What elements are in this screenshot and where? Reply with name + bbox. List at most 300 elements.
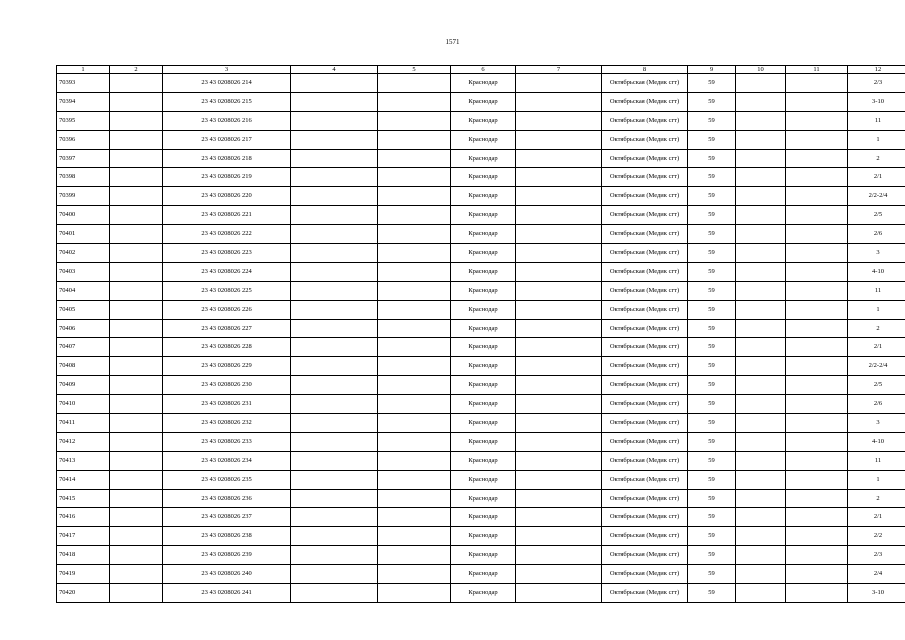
cell-empty [291,281,378,300]
cell-empty [786,225,848,244]
cell-apartment: 2/6 [848,225,905,244]
cell-empty [110,470,163,489]
cell-empty [110,395,163,414]
cell-empty [378,338,451,357]
cell-cadastral-code: 23 43 0208026 235 [163,470,291,489]
cell-apartment: 2/5 [848,376,905,395]
cell-street: Октябрьская (Медик сгт) [602,451,688,470]
cell-street: Октябрьская (Медик сгт) [602,395,688,414]
cell-apartment: 2/6 [848,395,905,414]
cell-house-number: 59 [688,338,736,357]
column-header-7: 7 [516,66,602,74]
cell-cadastral-code: 23 43 0208026 220 [163,187,291,206]
cell-id: 70399 [57,187,110,206]
cell-cadastral-code: 23 43 0208026 241 [163,584,291,603]
cell-id: 70407 [57,338,110,357]
cell-house-number: 59 [688,584,736,603]
cell-empty [110,508,163,527]
cell-house-number: 59 [688,565,736,584]
cell-city: Краснодар [451,508,516,527]
cell-id: 70418 [57,546,110,565]
cell-empty [110,376,163,395]
cell-street: Октябрьская (Медик сгт) [602,489,688,508]
cell-empty [736,414,786,433]
cell-city: Краснодар [451,395,516,414]
cell-empty [786,168,848,187]
column-header-2: 2 [110,66,163,74]
cell-id: 70393 [57,74,110,93]
cell-empty [378,489,451,508]
column-header-6: 6 [451,66,516,74]
cell-empty [110,206,163,225]
cell-empty [378,187,451,206]
cell-empty [736,92,786,111]
cell-street: Октябрьская (Медик сгт) [602,565,688,584]
cell-empty [786,451,848,470]
cell-cadastral-code: 23 43 0208026 226 [163,300,291,319]
cell-house-number: 59 [688,244,736,263]
cell-apartment: 2/5 [848,206,905,225]
cell-street: Октябрьская (Медик сгт) [602,432,688,451]
cell-empty [786,376,848,395]
cell-apartment: 3 [848,414,905,433]
cell-empty [110,225,163,244]
cell-cadastral-code: 23 43 0208026 234 [163,451,291,470]
cell-city: Краснодар [451,357,516,376]
cell-empty [786,338,848,357]
table-row [57,149,905,168]
cell-empty [516,300,602,319]
cell-empty [110,168,163,187]
cell-apartment: 2 [848,149,905,168]
cell-id: 70408 [57,357,110,376]
cell-house-number: 59 [688,281,736,300]
column-header-8: 8 [602,66,688,74]
cell-id: 70412 [57,432,110,451]
cell-empty [110,584,163,603]
cell-empty [516,357,602,376]
table-row [57,414,905,433]
cell-empty [291,527,378,546]
cell-id: 70406 [57,319,110,338]
cell-house-number: 59 [688,432,736,451]
cell-empty [291,432,378,451]
cell-empty [786,527,848,546]
cell-city: Краснодар [451,111,516,130]
cell-empty [110,130,163,149]
cell-empty [786,300,848,319]
cell-city: Краснодар [451,130,516,149]
cell-cadastral-code: 23 43 0208026 228 [163,338,291,357]
cell-empty [378,149,451,168]
cell-id: 70410 [57,395,110,414]
cell-id: 70413 [57,451,110,470]
cell-street: Октябрьская (Медик сгт) [602,225,688,244]
cell-apartment: 2/3 [848,74,905,93]
cell-cadastral-code: 23 43 0208026 215 [163,92,291,111]
cell-house-number: 59 [688,130,736,149]
cell-empty [736,470,786,489]
cell-empty [378,508,451,527]
cell-street: Октябрьская (Медик сгт) [602,470,688,489]
cell-house-number: 59 [688,262,736,281]
table-row [57,187,905,206]
cell-empty [786,130,848,149]
cell-city: Краснодар [451,338,516,357]
cell-empty [110,262,163,281]
cell-house-number: 59 [688,92,736,111]
table-row [57,376,905,395]
cell-house-number: 59 [688,74,736,93]
cell-empty [378,414,451,433]
cell-empty [736,489,786,508]
cell-street: Октябрьская (Медик сгт) [602,130,688,149]
cell-empty [291,376,378,395]
cell-city: Краснодар [451,376,516,395]
cell-cadastral-code: 23 43 0208026 221 [163,206,291,225]
cell-empty [786,244,848,263]
cell-empty [291,565,378,584]
cell-street: Октябрьская (Медик сгт) [602,338,688,357]
cell-street: Октябрьская (Медик сгт) [602,168,688,187]
cell-apartment: 2 [848,489,905,508]
cell-apartment: 3-10 [848,584,905,603]
cell-city: Краснодар [451,432,516,451]
cell-street: Октябрьская (Медик сгт) [602,187,688,206]
cell-city: Краснодар [451,187,516,206]
cell-street: Октябрьская (Медик сгт) [602,111,688,130]
cell-id: 70395 [57,111,110,130]
cell-empty [291,74,378,93]
cell-city: Краснодар [451,92,516,111]
cell-id: 70411 [57,414,110,433]
cell-city: Краснодар [451,414,516,433]
cell-empty [291,357,378,376]
cell-city: Краснодар [451,489,516,508]
cell-empty [110,414,163,433]
cell-empty [291,130,378,149]
cell-empty [110,111,163,130]
cell-empty [378,206,451,225]
cell-empty [786,489,848,508]
cell-empty [378,130,451,149]
cell-empty [378,319,451,338]
cell-city: Краснодар [451,262,516,281]
cell-id: 70398 [57,168,110,187]
cell-apartment: 3-10 [848,92,905,111]
cell-cadastral-code: 23 43 0208026 240 [163,565,291,584]
cell-cadastral-code: 23 43 0208026 225 [163,281,291,300]
table-row [57,206,905,225]
cell-cadastral-code: 23 43 0208026 230 [163,376,291,395]
cell-id: 70416 [57,508,110,527]
cell-id: 70414 [57,470,110,489]
cell-city: Краснодар [451,300,516,319]
cell-cadastral-code: 23 43 0208026 216 [163,111,291,130]
cell-apartment: 2 [848,319,905,338]
cell-city: Краснодар [451,584,516,603]
cell-empty [736,527,786,546]
column-header-9: 9 [688,66,736,74]
cell-empty [110,489,163,508]
cell-empty [786,262,848,281]
cell-empty [516,111,602,130]
cell-city: Краснодар [451,225,516,244]
cell-empty [516,225,602,244]
cell-empty [516,395,602,414]
cell-empty [516,168,602,187]
cell-empty [378,395,451,414]
cell-house-number: 59 [688,225,736,244]
cell-cadastral-code: 23 43 0208026 218 [163,149,291,168]
cell-empty [291,111,378,130]
cell-empty [786,508,848,527]
cell-empty [786,470,848,489]
cell-city: Краснодар [451,74,516,93]
cell-empty [378,584,451,603]
cell-street: Октябрьская (Медик сгт) [602,376,688,395]
cell-empty [786,565,848,584]
table-row [57,168,905,187]
cell-empty [291,338,378,357]
cell-house-number: 59 [688,376,736,395]
cell-cadastral-code: 23 43 0208026 232 [163,414,291,433]
column-header-11: 11 [786,66,848,74]
cell-empty [110,74,163,93]
cell-empty [291,546,378,565]
cell-id: 70402 [57,244,110,263]
cell-apartment: 2/1 [848,508,905,527]
cell-cadastral-code: 23 43 0208026 224 [163,262,291,281]
cell-empty [291,584,378,603]
cell-street: Октябрьская (Медик сгт) [602,508,688,527]
table-row [57,527,905,546]
cell-cadastral-code: 23 43 0208026 222 [163,225,291,244]
table-body [57,74,905,603]
cell-empty [110,546,163,565]
cell-empty [110,300,163,319]
table-row [57,357,905,376]
cell-empty [378,281,451,300]
cell-id: 70394 [57,92,110,111]
cell-apartment: 2/2-2/4 [848,187,905,206]
cell-empty [516,546,602,565]
cell-house-number: 59 [688,395,736,414]
cell-street: Октябрьская (Медик сгт) [602,300,688,319]
cell-empty [378,565,451,584]
cell-street: Октябрьская (Медик сгт) [602,149,688,168]
cell-empty [736,149,786,168]
column-header-4: 4 [291,66,378,74]
table-row [57,130,905,149]
table-row [57,338,905,357]
cell-empty [786,414,848,433]
cell-empty [736,225,786,244]
cell-empty [786,357,848,376]
cell-empty [786,149,848,168]
cell-empty [291,262,378,281]
cell-empty [378,300,451,319]
cell-empty [110,244,163,263]
cell-house-number: 59 [688,357,736,376]
column-header-5: 5 [378,66,451,74]
cell-empty [378,244,451,263]
cell-house-number: 59 [688,111,736,130]
cell-empty [736,546,786,565]
cell-empty [516,508,602,527]
cell-empty [786,395,848,414]
cell-city: Краснодар [451,546,516,565]
cell-city: Краснодар [451,149,516,168]
cell-empty [786,92,848,111]
cell-empty [378,225,451,244]
table-row [57,470,905,489]
cell-cadastral-code: 23 43 0208026 223 [163,244,291,263]
cell-cadastral-code: 23 43 0208026 233 [163,432,291,451]
cell-street: Октябрьская (Медик сгт) [602,92,688,111]
cell-empty [291,470,378,489]
cell-house-number: 59 [688,546,736,565]
cell-apartment: 2/2 [848,527,905,546]
cell-empty [291,244,378,263]
table-row [57,111,905,130]
cell-apartment: 4-10 [848,262,905,281]
table-header [57,66,905,74]
cell-house-number: 59 [688,187,736,206]
cell-empty [291,414,378,433]
header-row [57,66,905,74]
table-row [57,300,905,319]
cell-apartment: 1 [848,300,905,319]
cell-street: Октябрьская (Медик сгт) [602,584,688,603]
table-row [57,74,905,93]
cell-empty [736,281,786,300]
cell-apartment: 1 [848,130,905,149]
table-row [57,92,905,111]
cell-apartment: 2/2-2/4 [848,357,905,376]
cell-apartment: 2/4 [848,565,905,584]
table-row [57,489,905,508]
cell-id: 70397 [57,149,110,168]
cell-cadastral-code: 23 43 0208026 227 [163,319,291,338]
cell-empty [516,187,602,206]
cell-street: Октябрьская (Медик сгт) [602,74,688,93]
cell-empty [378,451,451,470]
cell-empty [291,168,378,187]
cell-city: Краснодар [451,319,516,338]
cell-empty [291,225,378,244]
table-row [57,281,905,300]
cell-empty [110,281,163,300]
cell-apartment: 11 [848,111,905,130]
cell-empty [786,319,848,338]
cell-empty [378,111,451,130]
cell-empty [110,451,163,470]
cell-empty [378,432,451,451]
cell-house-number: 59 [688,451,736,470]
cell-empty [516,584,602,603]
cell-empty [291,319,378,338]
table-row [57,225,905,244]
cell-empty [786,111,848,130]
cell-empty [291,395,378,414]
cell-cadastral-code: 23 43 0208026 239 [163,546,291,565]
cell-street: Октябрьская (Медик сгт) [602,281,688,300]
cell-empty [516,319,602,338]
table-row [57,508,905,527]
cell-street: Октябрьская (Медик сгт) [602,244,688,263]
cell-empty [786,432,848,451]
cell-cadastral-code: 23 43 0208026 219 [163,168,291,187]
cell-house-number: 59 [688,489,736,508]
cell-empty [736,357,786,376]
cell-empty [736,262,786,281]
cell-house-number: 59 [688,300,736,319]
cell-empty [736,565,786,584]
cell-empty [736,74,786,93]
cell-house-number: 59 [688,508,736,527]
column-header-12: 12 [848,66,905,74]
cell-empty [736,432,786,451]
cell-empty [110,149,163,168]
cell-empty [291,206,378,225]
cell-apartment: 2/3 [848,546,905,565]
column-header-3: 3 [163,66,291,74]
registry-table [56,65,905,603]
table-row [57,565,905,584]
cell-cadastral-code: 23 43 0208026 231 [163,395,291,414]
cell-empty [516,92,602,111]
cell-city: Краснодар [451,168,516,187]
cell-empty [736,319,786,338]
cell-apartment: 2/1 [848,168,905,187]
cell-empty [516,262,602,281]
cell-empty [378,168,451,187]
cell-id: 70417 [57,527,110,546]
cell-empty [736,451,786,470]
cell-empty [378,527,451,546]
cell-empty [786,546,848,565]
cell-id: 70420 [57,584,110,603]
cell-apartment: 3 [848,244,905,263]
cell-empty [786,281,848,300]
cell-city: Краснодар [451,527,516,546]
cell-empty [110,338,163,357]
cell-empty [736,187,786,206]
cell-empty [110,432,163,451]
cell-empty [786,74,848,93]
cell-empty [516,470,602,489]
cell-empty [378,74,451,93]
cell-empty [516,565,602,584]
cell-empty [291,508,378,527]
cell-empty [736,338,786,357]
cell-empty [110,187,163,206]
cell-house-number: 59 [688,527,736,546]
cell-id: 70415 [57,489,110,508]
cell-empty [736,376,786,395]
cell-id: 70401 [57,225,110,244]
table-row [57,584,905,603]
cell-empty [516,414,602,433]
cell-empty [110,527,163,546]
cell-house-number: 59 [688,206,736,225]
cell-house-number: 59 [688,168,736,187]
table-row [57,395,905,414]
cell-empty [291,300,378,319]
cell-city: Краснодар [451,470,516,489]
cell-cadastral-code: 23 43 0208026 237 [163,508,291,527]
